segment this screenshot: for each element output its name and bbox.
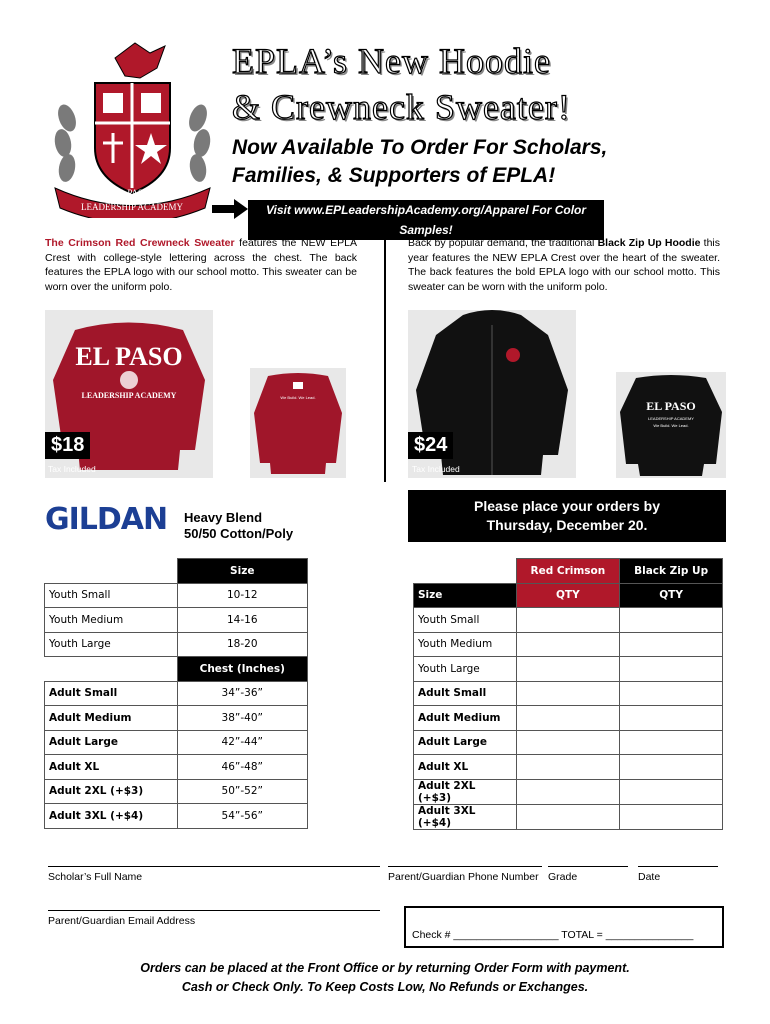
size-value: 18-20 (177, 632, 308, 657)
table-row (45, 804, 308, 829)
table-row (414, 559, 723, 584)
table-row (45, 755, 308, 780)
school-crest-logo (45, 38, 220, 218)
table-row (45, 779, 308, 804)
order-size: Adult Large (414, 730, 517, 755)
hoodie-desc-after: this year features the NEW EPLA Crest over the heart of the sweater. The back features the bold EPLA logo with our school motto. This sweater can be worn with the uniform polo. (408, 237, 720, 293)
qty-input-black[interactable] (620, 681, 723, 706)
size-name: Adult Large (45, 730, 178, 755)
table-row (414, 608, 723, 633)
size-name: Youth Large (45, 632, 178, 657)
hoodie-back-text3: We Build. We Lead. (653, 423, 689, 428)
qty-input-red[interactable] (516, 804, 620, 829)
order-size: Adult XL (414, 755, 517, 780)
footer-line2: Cash or Check Only. To Keep Costs Low, No Refunds or Exchanges. (181, 980, 589, 994)
hoodie-back-text1: EL PASO (646, 399, 696, 413)
table-row (414, 583, 723, 608)
table-row (414, 706, 723, 731)
qty-header-red: QTY (516, 583, 620, 608)
table-row (414, 657, 723, 682)
table-row (45, 583, 308, 608)
black-zip-header: Black Zip Up (620, 559, 723, 584)
size-name: Youth Medium (45, 608, 178, 633)
size-name: Adult Medium (45, 706, 178, 731)
qty-input-red[interactable] (516, 779, 620, 804)
table-row (45, 681, 308, 706)
subtitle-line1: Now Available To Order For Scholars, (232, 136, 608, 159)
order-form-table (413, 558, 723, 830)
size-name: Youth Small (45, 583, 178, 608)
email-label: Parent/Guardian Email Address (48, 915, 196, 927)
qty-input-black[interactable] (620, 608, 723, 633)
sweater-front-text2: LEADERSHIP ACADEMY (81, 391, 177, 400)
sweater-desc-text: features the NEW EPLA Crest with college-style lettering across the chest. The back features the EPLA logo with our school motto. This sweater can be worn over the uniform polo. (45, 237, 357, 293)
table-row (45, 706, 308, 731)
hoodie-description (408, 236, 720, 294)
sweater-highlight: The Crimson Red Crewneck Sweater (45, 237, 235, 249)
table-row (45, 657, 308, 682)
date-field[interactable] (638, 866, 718, 867)
order-size: Adult 2XL (+$3) (414, 779, 517, 804)
footer-line1: Orders can be placed at the Front Office or by returning Order Form with payment. (140, 961, 630, 975)
table-row (45, 632, 308, 657)
qty-input-black[interactable] (620, 706, 723, 731)
sweater-back-text: We Build. We Lead. (280, 395, 316, 400)
sweater-price: $18 (45, 432, 90, 459)
order-size: Youth Small (414, 608, 517, 633)
hoodie-desc-before: Back by popular demand, the traditional (408, 237, 598, 249)
qty-input-red[interactable] (516, 657, 620, 682)
crest-text-line2: LEADERSHIP ACADEMY (81, 202, 183, 212)
qty-input-black[interactable] (620, 755, 723, 780)
size-value: 46”-48” (177, 755, 308, 780)
date-label: Date (638, 871, 661, 883)
blend-line1: Heavy Blend (184, 510, 263, 525)
hoodie-tax-note: Tax Included (412, 464, 460, 474)
hoodie-back-text2: LEADERSHIP ACADEMY (648, 416, 694, 421)
chest-header: Chest (Inches) (177, 657, 308, 682)
size-name: Adult 2XL (+$3) (45, 779, 178, 804)
hoodie-highlight: Black Zip Up Hoodie (597, 237, 701, 249)
vertical-divider (384, 236, 386, 482)
grade-field[interactable] (548, 866, 628, 867)
order-notice-line2: Thursday, December 20. (486, 517, 648, 533)
size-value: 10-12 (177, 583, 308, 608)
table-row (45, 559, 308, 584)
qty-input-black[interactable] (620, 632, 723, 657)
size-value: 42”-44” (177, 730, 308, 755)
table-row (45, 730, 308, 755)
qty-input-black[interactable] (620, 804, 723, 829)
check-total-line: Check # __________________ TOTAL = _______________ (412, 929, 694, 941)
table-row (414, 632, 723, 657)
payment-box[interactable] (404, 906, 724, 948)
table-row (45, 608, 308, 633)
hoodie-price: $24 (408, 432, 453, 459)
red-crimson-header: Red Crimson (516, 559, 620, 584)
crest-text-line1: EL PASO (114, 188, 150, 198)
phone-label: Parent/Guardian Phone Number (388, 871, 539, 883)
size-value: 54”-56” (177, 804, 308, 829)
order-size: Youth Large (414, 657, 517, 682)
size-name: Adult XL (45, 755, 178, 780)
scholar-name-field[interactable] (48, 866, 380, 867)
qty-input-black[interactable] (620, 657, 723, 682)
email-field[interactable] (48, 910, 380, 911)
qty-input-red[interactable] (516, 608, 620, 633)
phone-field[interactable] (388, 866, 542, 867)
page-title-line2: & Crewneck Sweater! (232, 87, 571, 127)
size-header: Size (177, 559, 308, 584)
page-title-line1: EPLA’s New Hoodie (232, 41, 551, 81)
size-value: 38”-40” (177, 706, 308, 731)
table-row (414, 779, 723, 804)
size-name: Adult 3XL (+$4) (45, 804, 178, 829)
table-row (414, 755, 723, 780)
order-size: Adult Small (414, 681, 517, 706)
grade-label: Grade (548, 871, 578, 883)
blend-line2: 50/50 Cotton/Poly (184, 526, 294, 541)
qty-input-red[interactable] (516, 730, 620, 755)
qty-input-red[interactable] (516, 755, 620, 780)
order-size: Adult 3XL (+$4) (414, 804, 517, 829)
table-row (414, 730, 723, 755)
order-deadline-notice (408, 490, 726, 542)
order-size: Youth Medium (414, 632, 517, 657)
subtitle-line2: Families, & Supporters of EPLA! (232, 164, 556, 187)
sweater-front-text1: EL PASO (75, 342, 183, 371)
arrow-right-icon (210, 198, 250, 225)
hoodie-back-image (616, 372, 726, 478)
qty-header-black: QTY (620, 583, 723, 608)
qty-input-black[interactable] (620, 730, 723, 755)
size-name: Adult Small (45, 681, 178, 706)
qty-input-red[interactable] (516, 632, 620, 657)
order-size: Adult Medium (414, 706, 517, 731)
size-value: 14-16 (177, 608, 308, 633)
size-label: Size (414, 583, 517, 608)
table-row (414, 681, 723, 706)
size-value: 50”-52” (177, 779, 308, 804)
qty-input-red[interactable] (516, 681, 620, 706)
order-notice-line1: Please place your orders by (474, 498, 660, 514)
sweater-description (45, 236, 357, 294)
qty-input-red[interactable] (516, 706, 620, 731)
size-value: 34”-36” (177, 681, 308, 706)
table-row (414, 804, 723, 829)
sweater-tax-note: Tax Included (48, 464, 96, 474)
website-link[interactable]: Visit www.EPLeadershipAcademy.org/Apparel For Color Samples! (248, 200, 604, 240)
scholar-name-label: Scholar’s Full Name (48, 871, 143, 883)
gildan-logo: GILDAN (45, 502, 168, 537)
size-chart-table (44, 558, 308, 829)
crewneck-back-image (250, 368, 346, 478)
qty-input-black[interactable] (620, 779, 723, 804)
